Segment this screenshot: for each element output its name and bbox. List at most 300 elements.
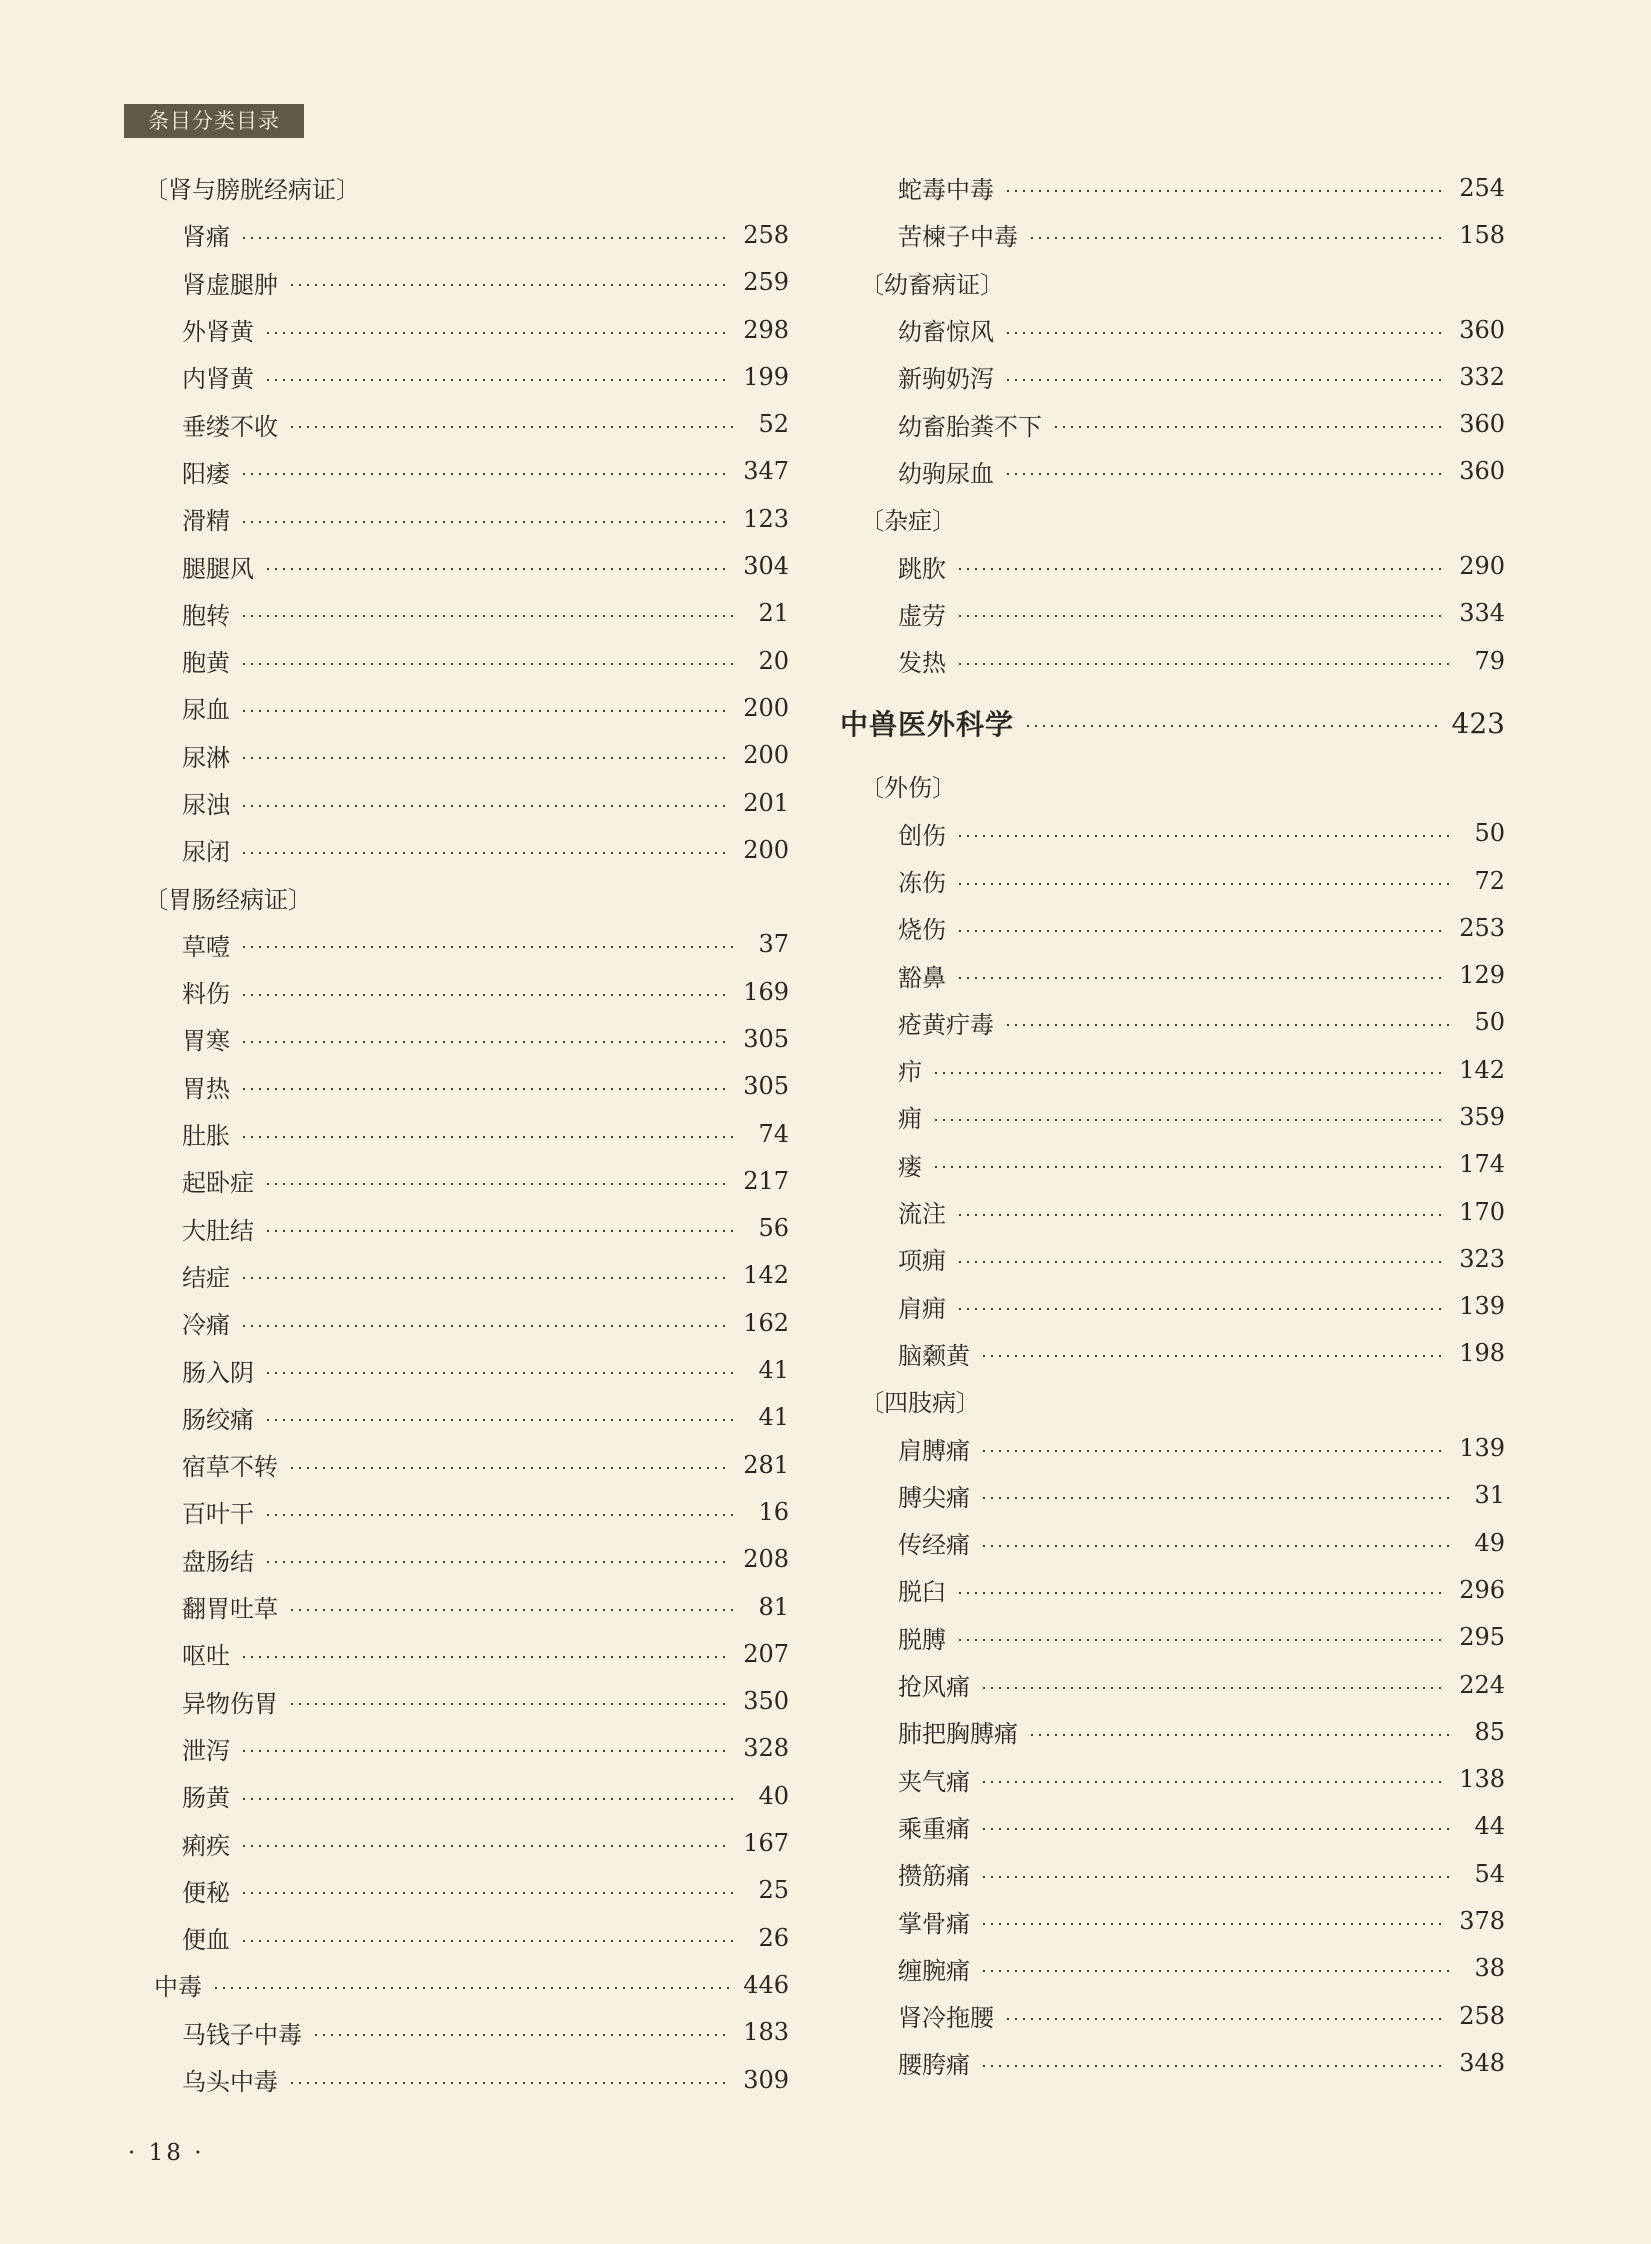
toc-entry bbox=[840, 1661, 1505, 1708]
dot-leader bbox=[980, 1545, 1451, 1547]
toc-entry-label: 肩膊痛 bbox=[898, 1436, 970, 1465]
toc-entry-label: 尿血 bbox=[182, 696, 230, 725]
dot-leader bbox=[932, 1119, 1445, 1121]
toc-entry bbox=[840, 1141, 1505, 1188]
dot-leader bbox=[956, 883, 1451, 885]
toc-page-number: 49 bbox=[1474, 1528, 1505, 1557]
dot-leader bbox=[288, 2082, 729, 2084]
toc-page-number: 138 bbox=[1459, 1765, 1505, 1794]
toc-entry bbox=[840, 1566, 1505, 1613]
dot-leader bbox=[240, 710, 729, 712]
toc-entry bbox=[840, 857, 1505, 904]
toc-entry-label: 肚胀 bbox=[182, 1122, 230, 1151]
dot-leader bbox=[956, 977, 1445, 979]
dot-leader bbox=[956, 1639, 1445, 1641]
toc-category bbox=[124, 873, 789, 920]
dot-leader bbox=[1004, 190, 1445, 192]
section-tag: 条目分类目录 bbox=[124, 104, 304, 138]
toc-entry-label: 〔四肢病〕 bbox=[860, 1389, 980, 1418]
dot-leader bbox=[980, 1497, 1451, 1499]
toc-entry-label: 痢疾 bbox=[182, 1831, 230, 1860]
dot-leader bbox=[980, 1970, 1451, 1972]
toc-entry bbox=[124, 211, 789, 258]
toc-entry-label: 乘重痛 bbox=[898, 1814, 970, 1843]
toc-page-number: 142 bbox=[743, 1261, 789, 1290]
toc-page-number: 40 bbox=[758, 1781, 789, 1810]
toc-entry bbox=[124, 1252, 789, 1299]
toc-entry-label: 创伤 bbox=[898, 821, 946, 850]
toc-entry-label: 马钱子中毒 bbox=[182, 2020, 302, 2049]
toc-page-number: 123 bbox=[743, 504, 789, 533]
toc-entry-label: 尿浊 bbox=[182, 791, 230, 819]
toc-page-number: 44 bbox=[1474, 1812, 1505, 1841]
dot-leader bbox=[1052, 426, 1445, 428]
dot-leader bbox=[980, 1781, 1445, 1783]
dot-leader bbox=[288, 426, 735, 428]
toc-page-number: 258 bbox=[743, 220, 789, 249]
toc-entry bbox=[124, 1914, 789, 1961]
toc-page-number: 174 bbox=[1459, 1150, 1505, 1179]
toc-entry-label: 冷痛 bbox=[182, 1311, 230, 1340]
toc-page-number: 290 bbox=[1459, 552, 1505, 581]
toc-entry-label: 宿草不转 bbox=[182, 1453, 278, 1482]
dot-leader bbox=[980, 2065, 1445, 2067]
toc-entry bbox=[840, 1330, 1505, 1377]
dot-leader bbox=[956, 930, 1445, 932]
toc-entry bbox=[124, 1678, 789, 1725]
toc-entry bbox=[124, 1346, 789, 1393]
toc-page-number: 50 bbox=[1474, 819, 1505, 848]
toc-entry-label: 肾冷拖腰 bbox=[898, 2004, 994, 2033]
toc-page-number: 129 bbox=[1459, 961, 1505, 990]
toc-page-number: 259 bbox=[743, 268, 789, 297]
toc-page-number: 199 bbox=[743, 362, 789, 391]
toc-page-number: 85 bbox=[1474, 1717, 1505, 1746]
toc-page-number: 348 bbox=[1459, 2048, 1505, 2077]
toc-page-number: 332 bbox=[1459, 362, 1505, 391]
toc-page-number: 254 bbox=[1459, 173, 1505, 202]
toc-entry bbox=[840, 1093, 1505, 1140]
toc-entry-label: 〔胃肠经病证〕 bbox=[144, 885, 312, 914]
toc-entry bbox=[840, 1897, 1505, 1944]
toc-page-number: 74 bbox=[758, 1119, 789, 1148]
toc-entry-label: 起卧症 bbox=[182, 1169, 254, 1198]
toc-page-number: 360 bbox=[1459, 457, 1505, 486]
toc-entry bbox=[124, 590, 789, 637]
dot-leader bbox=[240, 1892, 735, 1894]
toc-page-number: 200 bbox=[743, 741, 789, 770]
toc-entry-label: 便秘 bbox=[182, 1878, 230, 1907]
toc-page-number: 167 bbox=[743, 1829, 789, 1858]
dot-leader bbox=[264, 379, 729, 381]
toc-entry bbox=[124, 1867, 789, 1914]
dot-leader bbox=[240, 1325, 729, 1327]
toc-page-number: 79 bbox=[1474, 646, 1505, 675]
toc-entry-label: 大肚结 bbox=[182, 1216, 254, 1245]
toc-entry-label: 烧伤 bbox=[898, 916, 946, 945]
toc-entry-label: 胞转 bbox=[182, 601, 230, 630]
toc-entry bbox=[840, 542, 1505, 589]
toc-entry-label: 脑颡黄 bbox=[898, 1341, 970, 1370]
toc-entry bbox=[840, 1756, 1505, 1803]
page-number: · 18 · bbox=[128, 2140, 205, 2166]
dot-leader bbox=[980, 1876, 1451, 1878]
toc-page-number: 200 bbox=[743, 693, 789, 722]
toc-entry-label: 抢风痛 bbox=[898, 1673, 970, 1702]
toc-entry bbox=[840, 353, 1505, 400]
toc-entry-label: 腰胯痛 bbox=[898, 2051, 970, 2080]
dot-leader bbox=[240, 663, 735, 665]
toc-category bbox=[840, 762, 1505, 809]
toc-entry bbox=[840, 951, 1505, 998]
toc-entry-label: 脱臼 bbox=[898, 1578, 946, 1607]
dot-leader bbox=[980, 1355, 1445, 1357]
toc-entry bbox=[124, 779, 789, 826]
toc-right-column bbox=[840, 164, 1505, 2087]
toc-entry bbox=[124, 1961, 789, 2008]
toc-entry bbox=[840, 2039, 1505, 2086]
dot-leader bbox=[240, 1798, 735, 1800]
toc-entry-label: 痈 bbox=[898, 1105, 922, 1134]
dot-leader bbox=[240, 615, 735, 617]
toc-entry-label: 传经痛 bbox=[898, 1531, 970, 1560]
toc-entry bbox=[840, 590, 1505, 637]
dot-leader bbox=[980, 1687, 1445, 1689]
toc-entry bbox=[840, 1850, 1505, 1897]
toc-entry-label: 翻胃吐草 bbox=[182, 1595, 278, 1624]
dot-leader bbox=[240, 473, 729, 475]
toc-entry bbox=[124, 637, 789, 684]
dot-leader bbox=[264, 1514, 735, 1516]
dot-leader bbox=[240, 805, 729, 807]
toc-page-number: 31 bbox=[1474, 1481, 1505, 1510]
toc-entry bbox=[840, 904, 1505, 951]
toc-page-number: 328 bbox=[743, 1734, 789, 1763]
toc-entry-label: 外肾黄 bbox=[182, 318, 254, 347]
toc-entry-label: 中毒 bbox=[154, 1973, 202, 2002]
toc-entry bbox=[124, 542, 789, 589]
toc-entry bbox=[840, 1188, 1505, 1235]
toc-page-number: 360 bbox=[1459, 410, 1505, 439]
toc-entry-label: 盘肠结 bbox=[182, 1547, 254, 1576]
toc-entry-label: 阳痿 bbox=[182, 459, 230, 488]
toc-page-number: 16 bbox=[758, 1497, 789, 1526]
toc-entry-label: 肩痈 bbox=[898, 1294, 946, 1323]
dot-leader bbox=[956, 1592, 1445, 1594]
dot-leader bbox=[240, 1940, 735, 1942]
toc-entry bbox=[840, 1945, 1505, 1992]
toc-entry-label: 幼畜惊风 bbox=[898, 318, 994, 347]
toc-entry bbox=[124, 1110, 789, 1157]
dot-leader bbox=[212, 1987, 729, 1989]
toc-page-number: 309 bbox=[743, 2065, 789, 2094]
dot-leader bbox=[288, 1703, 729, 1705]
toc-entry bbox=[840, 1283, 1505, 1330]
toc-entry-label: 项痈 bbox=[898, 1247, 946, 1276]
toc-page-number: 378 bbox=[1459, 1907, 1505, 1936]
toc-entry-label: 便血 bbox=[182, 1926, 230, 1955]
toc-entry-label: 中兽医外科学 bbox=[840, 708, 1015, 742]
toc-entry-label: 冻伤 bbox=[898, 869, 946, 897]
toc-page-number: 20 bbox=[758, 646, 789, 675]
toc-entry-label: 发热 bbox=[898, 649, 946, 678]
toc-entry-label: 豁鼻 bbox=[898, 963, 946, 992]
dot-leader bbox=[956, 1214, 1445, 1216]
toc-entry bbox=[840, 999, 1505, 1046]
toc-page-number: 446 bbox=[743, 1970, 789, 1999]
toc-page-number: 41 bbox=[758, 1356, 789, 1385]
dot-leader bbox=[1004, 2018, 1445, 2020]
dot-leader bbox=[980, 1450, 1445, 1452]
toc-entry bbox=[840, 1708, 1505, 1755]
dot-leader bbox=[956, 1308, 1445, 1310]
toc-left-column bbox=[124, 164, 789, 2103]
dot-leader bbox=[240, 1845, 729, 1847]
toc-entry bbox=[124, 1441, 789, 1488]
toc-page-number: 72 bbox=[1474, 866, 1505, 895]
toc-category bbox=[840, 259, 1505, 306]
toc-page-number: 258 bbox=[1459, 2001, 1505, 2030]
dot-leader bbox=[264, 332, 729, 334]
toc-entry-label: 料伤 bbox=[182, 980, 230, 1009]
toc-entry-label: 内肾黄 bbox=[182, 365, 254, 394]
toc-entry-label: 掌骨痛 bbox=[898, 1909, 970, 1938]
toc-entry bbox=[840, 1803, 1505, 1850]
toc-page-number: 162 bbox=[743, 1308, 789, 1337]
dot-leader bbox=[288, 284, 729, 286]
toc-page-number: 26 bbox=[758, 1923, 789, 1952]
toc-page-number: 56 bbox=[758, 1214, 789, 1243]
toc-entry bbox=[840, 306, 1505, 353]
toc-entry-label: 肺把胸膊痛 bbox=[898, 1720, 1018, 1749]
toc-entry bbox=[124, 353, 789, 400]
toc-entry-label: 夹气痛 bbox=[898, 1767, 970, 1796]
toc-entry bbox=[840, 1235, 1505, 1282]
toc-page-number: 139 bbox=[1459, 1434, 1505, 1463]
toc-page-number: 139 bbox=[1459, 1292, 1505, 1321]
dot-leader bbox=[1004, 332, 1445, 334]
toc-entry-label: 异物伤胃 bbox=[182, 1689, 278, 1718]
toc-entry-label: 缠腕痛 bbox=[898, 1956, 970, 1985]
dot-leader bbox=[264, 1183, 729, 1185]
toc-page-number: 183 bbox=[743, 2018, 789, 2047]
toc-entry bbox=[840, 1992, 1505, 2039]
toc-entry bbox=[124, 1583, 789, 1630]
dot-leader bbox=[264, 1230, 735, 1232]
toc-entry bbox=[124, 1157, 789, 1204]
dot-leader bbox=[264, 1419, 735, 1421]
toc-section-heading bbox=[840, 684, 1505, 762]
dot-leader bbox=[240, 521, 729, 523]
toc-page-number: 169 bbox=[743, 977, 789, 1006]
toc-page-number: 423 bbox=[1451, 706, 1505, 740]
toc-page-number: 296 bbox=[1459, 1575, 1505, 1604]
dot-leader bbox=[1024, 725, 1438, 727]
dot-leader bbox=[1004, 473, 1445, 475]
toc-page-number: 359 bbox=[1459, 1102, 1505, 1131]
toc-entry bbox=[124, 1772, 789, 1819]
toc-page-number: 347 bbox=[743, 457, 789, 486]
toc-entry bbox=[124, 1630, 789, 1677]
dot-leader bbox=[932, 1166, 1445, 1168]
toc-entry bbox=[840, 1046, 1505, 1093]
toc-entry-label: 疮黄疔毒 bbox=[898, 1010, 994, 1039]
dot-leader bbox=[240, 1277, 729, 1279]
dot-leader bbox=[264, 568, 729, 570]
toc-page-number: 25 bbox=[758, 1876, 789, 1905]
toc-page-number: 37 bbox=[758, 930, 789, 959]
toc-page-number: 170 bbox=[1459, 1197, 1505, 1226]
dot-leader bbox=[932, 1072, 1445, 1074]
toc-page-number: 304 bbox=[743, 552, 789, 581]
toc-entry bbox=[124, 1725, 789, 1772]
toc-entry bbox=[840, 1614, 1505, 1661]
toc-page-number: 208 bbox=[743, 1545, 789, 1574]
toc-page-number: 298 bbox=[743, 315, 789, 344]
dot-leader bbox=[312, 2034, 729, 2036]
dot-leader bbox=[956, 1261, 1445, 1263]
toc-page-number: 334 bbox=[1459, 599, 1505, 628]
toc-entry-label: 幼驹尿血 bbox=[898, 459, 994, 488]
toc-page-number: 217 bbox=[743, 1166, 789, 1195]
dot-leader bbox=[240, 1041, 729, 1043]
dot-leader bbox=[288, 1609, 735, 1611]
toc-entry bbox=[840, 448, 1505, 495]
dot-leader bbox=[1004, 379, 1445, 381]
toc-entry bbox=[840, 637, 1505, 684]
toc-entry bbox=[124, 1015, 789, 1062]
toc-entry bbox=[124, 1063, 789, 1110]
toc-entry bbox=[124, 1205, 789, 1252]
toc-entry bbox=[124, 1394, 789, 1441]
dot-leader bbox=[240, 946, 735, 948]
dot-leader bbox=[240, 1750, 729, 1752]
dot-leader bbox=[1028, 237, 1445, 239]
toc-entry bbox=[124, 921, 789, 968]
toc-entry-label: 尿闭 bbox=[182, 838, 230, 867]
toc-page-number: 158 bbox=[1459, 220, 1505, 249]
dot-leader bbox=[240, 1088, 729, 1090]
toc-page-number: 305 bbox=[743, 1024, 789, 1053]
toc-page-number: 295 bbox=[1459, 1623, 1505, 1652]
toc-entry bbox=[124, 1819, 789, 1866]
dot-leader bbox=[240, 1656, 729, 1658]
toc-entry-label: 肠黄 bbox=[182, 1784, 230, 1813]
toc-entry bbox=[124, 732, 789, 779]
dot-leader bbox=[956, 568, 1445, 570]
toc-page-number: 81 bbox=[758, 1592, 789, 1621]
toc-page-number: 253 bbox=[1459, 913, 1505, 942]
toc-entry-label: 胞黄 bbox=[182, 649, 230, 678]
toc-entry-label: 蛇毒中毒 bbox=[898, 176, 994, 205]
toc-page-number: 323 bbox=[1459, 1244, 1505, 1273]
toc-entry-label: 肾虚腿肿 bbox=[182, 270, 278, 299]
toc-entry bbox=[124, 400, 789, 447]
toc-entry bbox=[840, 164, 1505, 211]
toc-page-number: 350 bbox=[743, 1687, 789, 1716]
toc-entry bbox=[840, 1519, 1505, 1566]
toc-entry-label: 滑精 bbox=[182, 507, 230, 536]
toc-entry bbox=[840, 211, 1505, 258]
toc-entry-label: 乌头中毒 bbox=[182, 2068, 278, 2097]
toc-entry-label: 胃寒 bbox=[182, 1027, 230, 1056]
dot-leader bbox=[240, 757, 729, 759]
dot-leader bbox=[264, 1372, 735, 1374]
toc-entry-label: 疖 bbox=[898, 1058, 922, 1087]
dot-leader bbox=[1028, 1734, 1451, 1736]
dot-leader bbox=[956, 615, 1445, 617]
toc-page-number: 41 bbox=[758, 1403, 789, 1432]
toc-entry bbox=[124, 684, 789, 731]
toc-page-number: 38 bbox=[1474, 1954, 1505, 1983]
toc-page-number: 200 bbox=[743, 835, 789, 864]
toc-entry-label: 跳肷 bbox=[898, 554, 946, 583]
toc-entry bbox=[124, 2056, 789, 2103]
toc-entry bbox=[840, 1472, 1505, 1519]
toc-page-number: 201 bbox=[743, 788, 789, 817]
toc-entry-label: 结症 bbox=[182, 1263, 230, 1292]
toc-page-number: 142 bbox=[1459, 1055, 1505, 1084]
toc-entry-label: 呕吐 bbox=[182, 1642, 230, 1671]
toc-entry-label: 〔外伤〕 bbox=[860, 774, 956, 803]
toc-entry bbox=[840, 1424, 1505, 1471]
toc-page-number: 50 bbox=[1474, 1008, 1505, 1037]
toc-page-number: 305 bbox=[743, 1072, 789, 1101]
dot-leader bbox=[956, 835, 1451, 837]
toc-entry-label: 肠绞痛 bbox=[182, 1405, 254, 1434]
toc-entry-label: 瘘 bbox=[898, 1152, 922, 1181]
toc-entry bbox=[124, 1299, 789, 1346]
toc-entry-label: 〔幼畜病证〕 bbox=[860, 270, 1004, 299]
toc-entry-label: 腿腿风 bbox=[182, 554, 254, 583]
toc-entry-label: 脱膊 bbox=[898, 1625, 946, 1654]
dot-leader bbox=[1004, 1024, 1451, 1026]
toc-entry-label: 虚劳 bbox=[898, 601, 946, 630]
toc-category bbox=[840, 1377, 1505, 1424]
dot-leader bbox=[240, 994, 729, 996]
toc-entry-label: 百叶干 bbox=[182, 1500, 254, 1529]
toc-entry-label: 胃热 bbox=[182, 1074, 230, 1103]
toc-entry-label: 泄泻 bbox=[182, 1736, 230, 1765]
toc-page-number: 224 bbox=[1459, 1670, 1505, 1699]
toc-entry-label: 肾痛 bbox=[182, 223, 230, 252]
toc-entry-label: 草噎 bbox=[182, 932, 230, 961]
toc-entry bbox=[124, 306, 789, 353]
toc-page-number: 54 bbox=[1474, 1859, 1505, 1888]
dot-leader bbox=[240, 1136, 735, 1138]
toc-page-number: 281 bbox=[743, 1450, 789, 1479]
dot-leader bbox=[288, 1467, 729, 1469]
toc-page-number: 207 bbox=[743, 1639, 789, 1668]
dot-leader bbox=[980, 1828, 1451, 1830]
toc-entry-label: 〔杂症〕 bbox=[860, 507, 956, 536]
toc-entry-label: 新驹奶泻 bbox=[898, 365, 994, 394]
toc-entry-label: 苦楝子中毒 bbox=[898, 223, 1018, 252]
toc-page-number: 198 bbox=[1459, 1339, 1505, 1368]
toc-entry bbox=[840, 400, 1505, 447]
toc-entry-label: 膊尖痛 bbox=[898, 1483, 970, 1512]
toc-category bbox=[840, 495, 1505, 542]
toc-category bbox=[124, 164, 789, 211]
toc-entry bbox=[124, 968, 789, 1015]
toc-entry-label: 攒筋痛 bbox=[898, 1862, 970, 1891]
toc-entry bbox=[124, 1488, 789, 1535]
toc-entry bbox=[124, 1536, 789, 1583]
toc-page-number: 21 bbox=[758, 599, 789, 628]
dot-leader bbox=[264, 1561, 729, 1563]
toc-entry-label: 幼畜胎粪不下 bbox=[898, 412, 1042, 441]
toc-entry bbox=[124, 448, 789, 495]
